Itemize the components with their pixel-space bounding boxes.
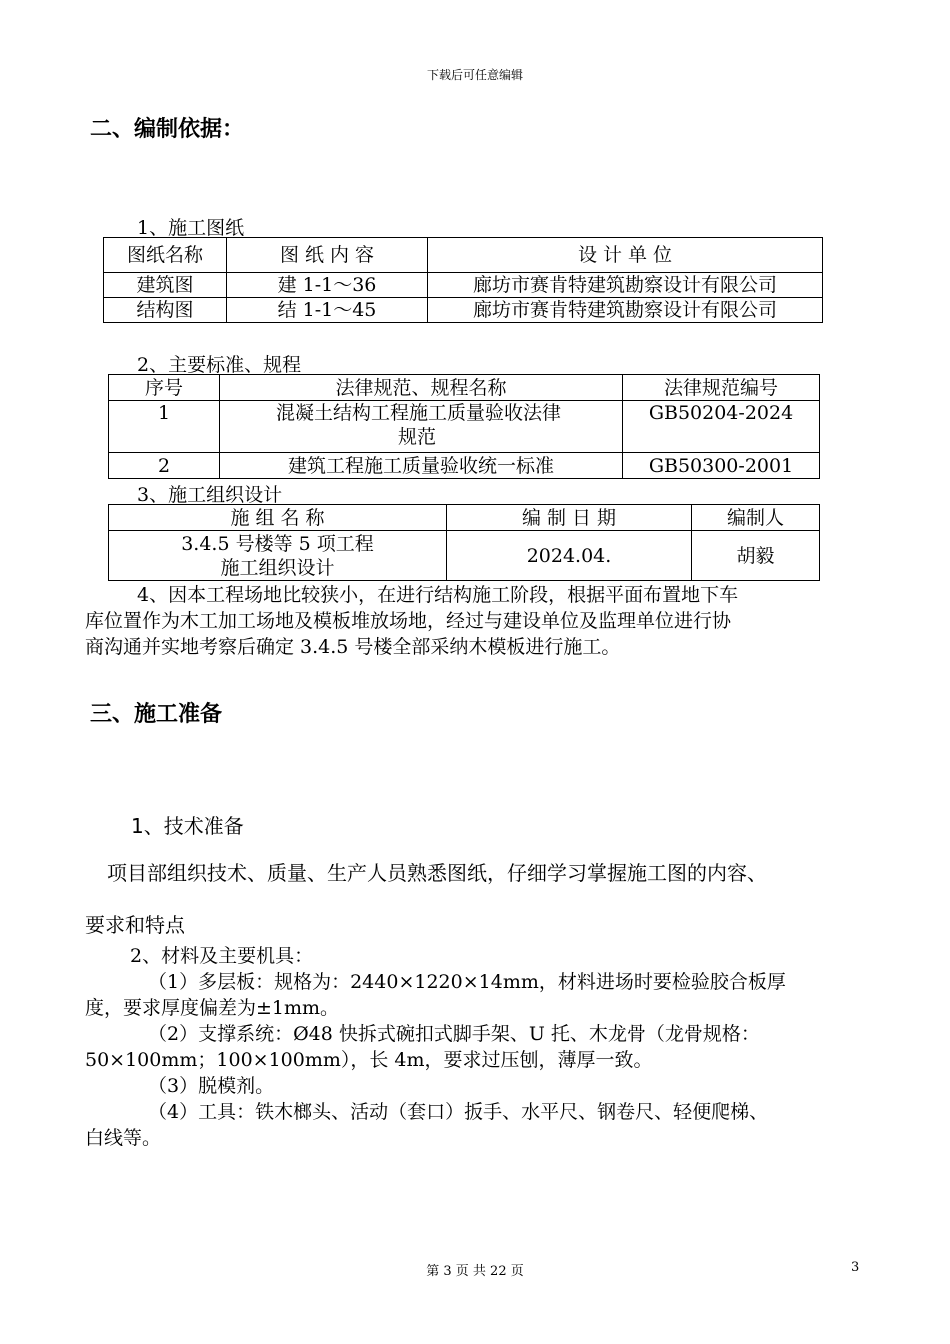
table-cell: 廊坊市赛肯特建筑勘察设计有限公司 — [428, 298, 823, 323]
table-cell: 1 — [109, 401, 220, 453]
materials-line: 50×100mm；100×100mm），长 4m，要求过压刨，薄厚一致。 — [85, 1049, 653, 1071]
table-cell: 建筑工程施工质量验收统一标准 — [220, 453, 623, 479]
subsection-standards: 2、主要标准、规程 — [137, 354, 302, 376]
table-cell: 结构图 — [104, 298, 227, 323]
standard-name-line: 规范 — [398, 426, 437, 448]
materials-line: （2）支撑系统：Ø48 快拆式碗扣式脚手架、U 托、木龙骨（龙骨规格： — [148, 1023, 760, 1045]
table-header-cell: 设 计 单 位 — [428, 238, 823, 273]
subsection-construction-design: 3、施工组织设计 — [137, 484, 283, 506]
table-cell: 建 1-1～36 — [227, 273, 428, 298]
design-name-line: 施工组织设计 — [220, 556, 335, 579]
footer-page-number: 3 — [851, 1260, 860, 1275]
construction-design-table — [108, 504, 820, 581]
tech-prep-text-line: 项目部组织技术、质量、生产人员熟悉图纸，仔细学习掌握施工图的内容、 — [107, 861, 767, 885]
table-cell: 2 — [109, 453, 220, 479]
table-row — [109, 401, 820, 453]
table-cell: 结 1-1～45 — [227, 298, 428, 323]
table-cell: GB50300-2001 — [623, 453, 820, 479]
table-header-cell: 法律规范编号 — [623, 375, 820, 401]
header-note: 下载后可任意编辑 — [426, 68, 523, 82]
table-header-cell: 图纸名称 — [104, 238, 227, 273]
table-header-cell: 施 组 名 称 — [109, 505, 447, 531]
table-row — [104, 298, 823, 323]
table-cell: GB50204-2024 — [623, 401, 820, 453]
tech-prep-title: 1、技术准备 — [131, 814, 244, 838]
table-row — [104, 273, 823, 298]
table-cell — [109, 531, 447, 581]
paragraph-4-line: 4、因本工程场地比较狭小，在进行结构施工阶段，根据平面布置地下车 — [137, 584, 739, 606]
drawings-table — [103, 237, 823, 323]
materials-line: 白线等。 — [85, 1127, 162, 1149]
subsection-drawings: 1、施工图纸 — [137, 217, 245, 239]
section-2-title: 二、编制依据： — [90, 117, 245, 142]
table-cell: 胡毅 — [692, 531, 820, 581]
design-name-line: 3.4.5 号楼等 5 项工程 — [181, 532, 374, 555]
standards-table — [108, 374, 820, 479]
standard-name-line: 混凝土结构工程施工质量验收法律 — [276, 402, 562, 424]
table-cell — [220, 401, 623, 453]
materials-line: （1）多层板：规格为：2440×1220×14mm，材料进场时要检验胶合板厚 — [148, 971, 786, 993]
table-row — [109, 453, 820, 479]
tech-prep-text-line: 要求和特点 — [85, 913, 185, 937]
paragraph-4-line: 库位置作为木工加工场地及模板堆放场地，经过与建设单位及监理单位进行协 — [85, 610, 732, 632]
footer-page-info: 第 3 页 共 22 页 — [426, 1264, 524, 1279]
table-header-cell: 图 纸 内 容 — [227, 238, 428, 273]
table-cell: 建筑图 — [104, 273, 227, 298]
materials-line: 度，要求厚度偏差为±1mm。 — [85, 997, 340, 1019]
materials-line: （4）工具：铁木榔头、活动（套口）扳手、水平尺、钢卷尺、轻便爬梯、 — [148, 1101, 769, 1123]
table-header-cell: 法律规范、规程名称 — [220, 375, 623, 401]
table-header-cell: 编制人 — [692, 505, 820, 531]
materials-title: 2、材料及主要机具： — [130, 945, 314, 967]
materials-line: （3）脱模剂。 — [148, 1075, 275, 1097]
table-cell: 廊坊市赛肯特建筑勘察设计有限公司 — [428, 273, 823, 298]
paragraph-4-line: 商沟通并实地考察后确定 3.4.5 号楼全部采纳木模板进行施工。 — [85, 636, 621, 658]
table-header-cell: 序号 — [109, 375, 220, 401]
section-3-title: 三、施工准备 — [90, 702, 223, 727]
table-row — [109, 531, 820, 581]
table-header-cell: 编 制 日 期 — [447, 505, 692, 531]
table-cell: 2024.04. — [447, 531, 692, 581]
